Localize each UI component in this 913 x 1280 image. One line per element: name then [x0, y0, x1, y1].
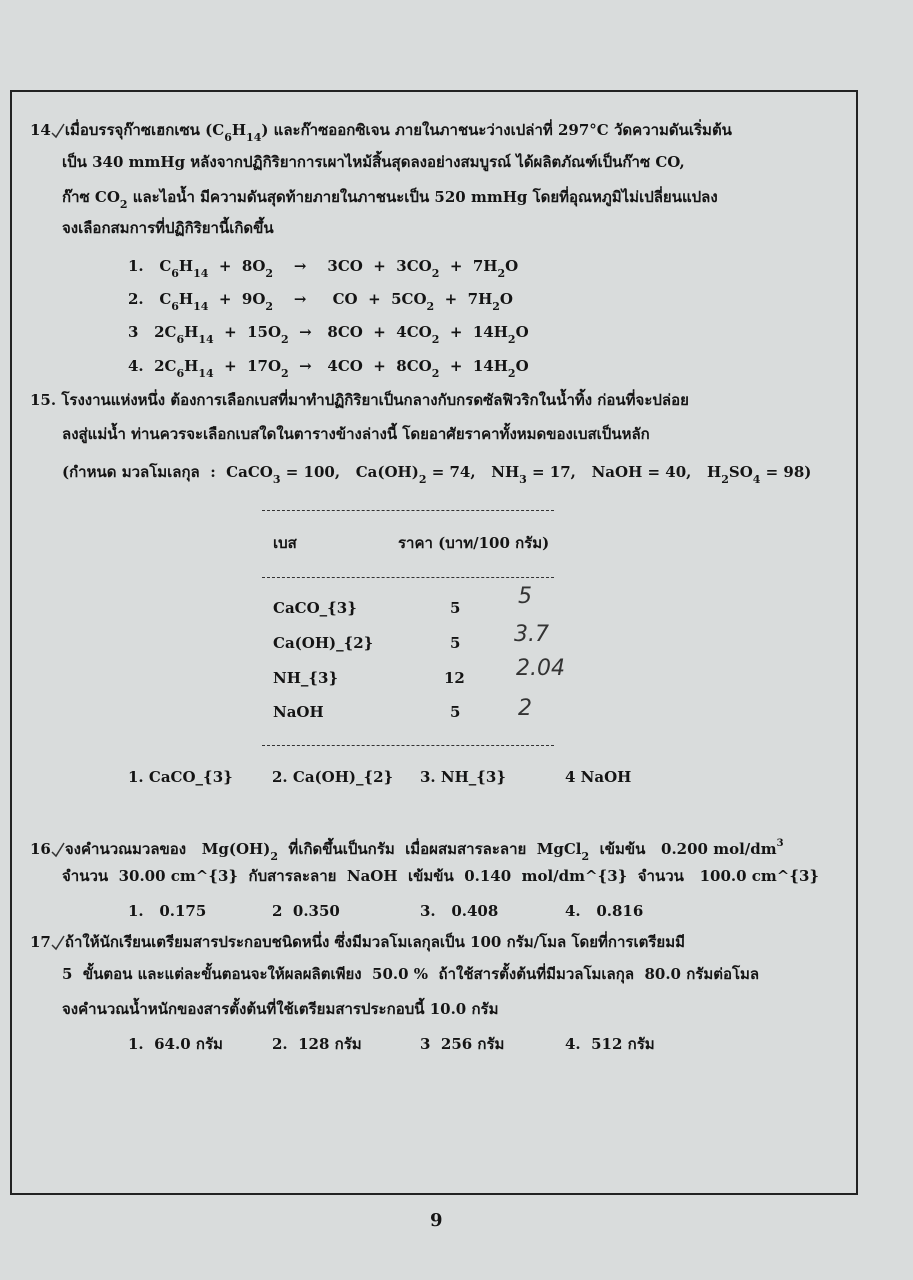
q14-line-4: จงเลือกสมการที่ปฏิกิริยานี้เกิดขึ้น [62, 219, 274, 237]
q14-option-3-selected: 3 $2C_6H_{14} + 15O_2 \to 8CO + 4CO_2 + 14H_2O$ [128, 323, 529, 346]
question-number: 15. [30, 391, 57, 409]
check-mark-icon [51, 935, 65, 951]
handwritten-note: 2.04 [516, 656, 565, 681]
q14-option-2: 2. $C_6H_{14} + 9O_2$ → CO + $5CO_2 + 7H_2O$ [128, 290, 513, 313]
q17-line-2: 5 ขั้นตอน และแต่ละขั้นตอนจะให้ผลผลิตเพียง 50.0 % ถ้าใช้สารตั้งต้นที่มีมวลโมเลกุล 80.0 กรัมต่อโมล [62, 965, 760, 983]
question-number: 17 [30, 933, 51, 951]
q17-line-3: จงคำนวณน้ำหนักของสารตั้งต้นที่ใช้เตรียมสารประกอบนี้ 10.0 กรัม [62, 1000, 499, 1018]
table-rule [262, 745, 554, 746]
handwritten-note: 2 [518, 696, 532, 721]
q14-option-1: 1. $C_6H_{14} + 8O_2$ → $3CO + 3CO_2 + 7H_2O$ [128, 257, 519, 280]
check-mark-icon [51, 123, 65, 139]
q15-molar-masses: (กำหนด มวลโมเลกุล : CaCO$_3$ = 100, $Ca(OH)_2 = 74$, $NH_3 = 17$, NaOH = 40, $H_2SO_4 = 98$) [62, 463, 812, 486]
q14-line-2: เป็น 340 mmHg หลังจากปฏิกิริยาการเผาไหม้สิ้นสุดลงอย่างสมบูรณ์ ได้ผลิตภัณฑ์เป็นก๊าซ CO, [62, 153, 685, 171]
question-number: 16 [30, 840, 51, 858]
table-rule [262, 577, 554, 578]
q17-option-4: 4. 512 กรัม [565, 1035, 655, 1053]
table-cell-price: 5 [450, 634, 461, 652]
q17-option-1: 1. 64.0 กรัม [128, 1035, 223, 1053]
q16-option-1: 1. 0.175 [128, 902, 207, 920]
q15-option-1: 1. CaCO_{3} [128, 768, 233, 786]
q14-line-3: ก๊าซ $CO_2$ และไอน้ำ มีความดันสุดท้ายภายในภาชนะเป็น 520 mmHg โดยที่อุณหภูมิไม่เปลี่ยนแปลง [62, 188, 718, 211]
table-header-price: ราคา (บาท/100 กรัม) [398, 534, 550, 552]
q17-option-3-selected: 3 256 กรัม [420, 1035, 505, 1053]
q16-option-2-selected: 2 0.350 [272, 902, 340, 920]
question-text: จงคำนวณมวลของ $Mg(OH)_2$ ที่เกิดขึ้นเป็นกรัม เมื่อผสมสารละลาย MgCl$_2$ เข้มข้น 0.200 mol/$dm^3$ [64, 838, 784, 863]
table-cell-price: 5 [450, 703, 461, 721]
q16-line-1 [30, 834, 784, 867]
question-text: เมื่อบรรจุก๊าซเฮกเซน $(C_6H_{14})$ และก๊าซออกซิเจน ภายในภาชนะว่างเปล่าที่ 297°C วัดความดันเริ่มต้น [64, 121, 732, 144]
q17-option-2: 2. 128 กรัม [272, 1035, 362, 1053]
q15-line-2: ลงสู่แม่น้ำ ท่านควรจะเลือกเบสใดในตารางข้างล่างนี้ โดยอาศัยราคาทั้งหมดของเบสเป็นหลัก [62, 425, 650, 443]
q16-line-2: จำนวน 30.00 cm^{3} กับสารละลาย NaOH เข้มข้น 0.140 mol/dm^{3} จำนวน 100.0 cm^{3} [62, 867, 820, 885]
q14-line-1 [30, 120, 732, 148]
table-rule [262, 510, 554, 511]
q15-option-4-selected: 4 NaOH [565, 768, 632, 786]
question-text: ถ้าให้นักเรียนเตรียมสารประกอบชนิดหนึ่ง ซึ่งมีมวลโมเลกุลเป็น 100 กรัม/โมล โดยที่การเตรียมมี [64, 933, 685, 951]
table-cell-base: CaCO_{3} [273, 599, 357, 617]
q16-option-3: 3. 0.408 [420, 902, 499, 920]
table-header-base: เบส [273, 534, 297, 552]
table-cell-base: Ca(OH)_{2} [273, 634, 374, 652]
q17-line-1 [30, 932, 685, 952]
handwritten-note: 3.7 [514, 622, 549, 647]
question-number: 14 [30, 121, 51, 139]
q15-line-1 [30, 390, 689, 410]
q15-option-3: 3. NH_{3} [420, 768, 506, 786]
table-cell-price: 5 [450, 599, 461, 617]
question-text: โรงงานแห่งหนึ่ง ต้องการเลือกเบสที่มาทำปฏิกิริยาเป็นกลางกับกรดซัลฟิวริกในน้ำทิ้ง ก่อนที่จะปล่อย [61, 391, 689, 409]
page-number: 9 [430, 1210, 443, 1231]
table-cell-base: NaOH [273, 703, 324, 721]
table-cell-base: NH_{3} [273, 669, 339, 687]
table-cell-price: 12 [444, 669, 465, 687]
handwritten-note: 5 [518, 584, 532, 609]
check-mark-icon [51, 842, 65, 858]
q15-option-2: 2. Ca(OH)_{2} [272, 768, 394, 786]
q16-option-4: 4. 0.816 [565, 902, 644, 920]
q14-option-4: 4. $2C_6H_{14} + 17O_2 \to 4CO + 8CO_2 + 14H_2O$ [128, 357, 529, 380]
